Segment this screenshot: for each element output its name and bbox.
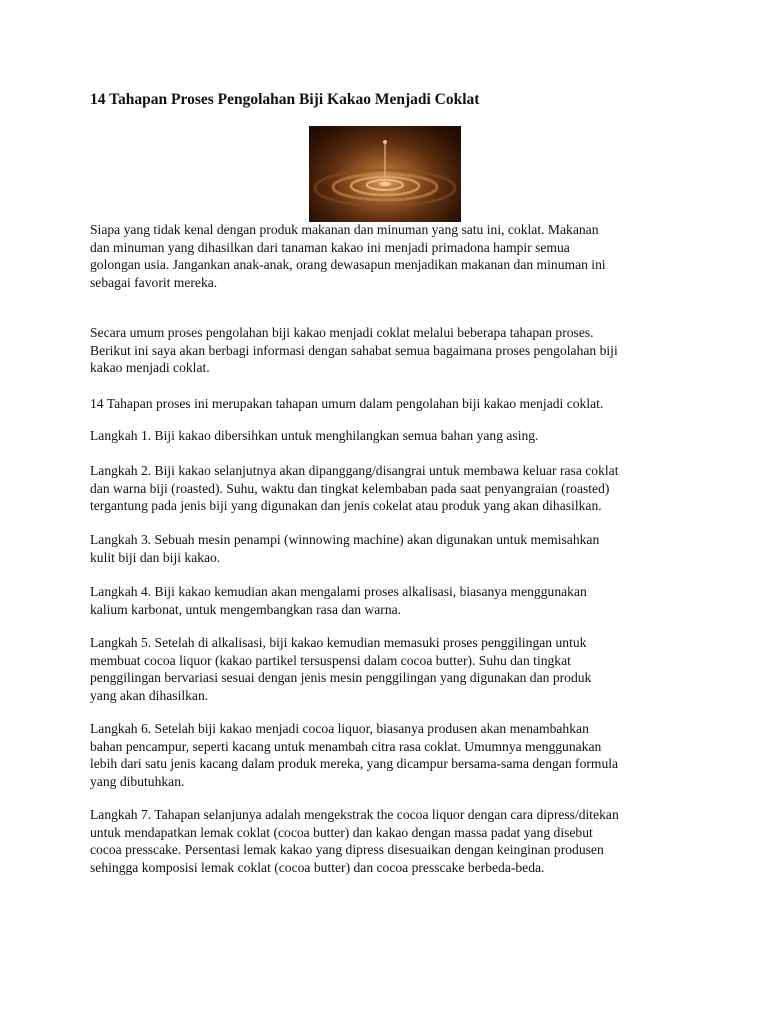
paragraph-line: yang akan dihasilkan. <box>90 687 209 703</box>
paragraph-line: sebagai favorit mereka. <box>90 274 218 290</box>
paragraph-line: Berikut ini saya akan berbagi informasi dengan sahabat semua bagaimana proses pengolahan biji <box>90 342 618 358</box>
step-3 <box>90 531 690 566</box>
page-title: 14 Tahapan Proses Pengolahan Biji Kakao Menjadi Coklat <box>90 91 480 108</box>
step-6 <box>90 720 690 790</box>
paragraph-line: dan minuman yang dihasilkan dari tanaman kakao ini menjadi primadona hampir semua <box>90 239 570 255</box>
paragraph-line: Langkah 3. Sebuah mesin penampi (winnowing machine) akan digunakan untuk memisahkan <box>90 532 600 547</box>
paragraph-line: kalium karbonat, untuk mengembangkan rasa dan warna. <box>90 601 402 617</box>
paragraph-line: Langkah 7. Tahapan selanjunya adalah mengekstrak the cocoa liquor dengan cara dipress/ditekan <box>90 807 619 822</box>
paragraph-line: tergantung pada jenis biji yang digunakan dan jenis cokelat atau produk yang akan dihasilkan. <box>90 498 602 514</box>
step-1 <box>90 427 690 445</box>
paragraph-overview <box>90 324 690 377</box>
paragraph-line: kulit biji dan biji kakao. <box>90 549 221 565</box>
step-7 <box>90 806 690 876</box>
paragraph-line: untuk mendapatkan lemak coklat (cocoa butter) dan kakao dengan massa padat yang disebut <box>90 824 593 840</box>
paragraph-line: penggilingan bervariasi sesuai dengan jenis mesin penggilingan yang digunakan dan produk <box>90 670 592 686</box>
paragraph-summary <box>90 395 690 413</box>
paragraph-line: kakao menjadi coklat. <box>90 360 210 376</box>
paragraph-line: Siapa yang tidak kenal dengan produk makanan dan minuman yang satu ini, coklat. Makanan <box>90 222 599 237</box>
paragraph-intro <box>90 221 690 291</box>
paragraph-line: cocoa presscake. Persentasi lemak kakao yang dipress disesuaikan dengan keinginan produsen <box>90 842 604 858</box>
paragraph-line: Langkah 5. Setelah di alkalisasi, biji kakao kemudian memasuki proses penggilingan untuk <box>90 635 587 650</box>
paragraph-line: Langkah 6. Setelah biji kakao menjadi cocoa liquor, biasanya produsen akan menambahkan <box>90 721 589 736</box>
paragraph-line: Secara umum proses pengolahan biji kakao menjadi coklat melalui beberapa tahapan proses. <box>90 325 594 340</box>
paragraph-line: bahan pencampur, seperti kacang untuk menambah citra rasa coklat. Umumnya menggunakan <box>90 738 602 754</box>
paragraph-line: Langkah 4. Biji kakao kemudian akan mengalami proses alkalisasi, biasanya menggunakan <box>90 584 587 599</box>
ripple-graphic <box>309 126 461 222</box>
paragraph-line: sehingga komposisi lemak coklat (cocoa butter) dan cocoa presscake berbeda-beda. <box>90 859 545 875</box>
paragraph-line: dan warna biji (roasted). Suhu, waktu dan tingkat kelembaban pada saat penyangraian (roasted) <box>90 480 610 496</box>
paragraph-line: golongan usia. Jangankan anak-anak, orang dewasapun menjadikan makanan dan minuman ini <box>90 257 606 273</box>
chocolate-ripple-photo <box>309 126 461 222</box>
paragraph-line: Langkah 2. Biji kakao selanjutnya akan dipanggang/disangrai untuk membawa keluar rasa coklat <box>90 463 619 478</box>
paragraph-line: yang dibutuhkan. <box>90 773 185 789</box>
paragraph-line: lebih dari satu jenis kacang dalam produk mereka, yang dicampur bersama-sama dengan formula <box>90 756 619 772</box>
step-5 <box>90 634 690 704</box>
step-2 <box>90 462 690 515</box>
step-4 <box>90 583 690 618</box>
paragraph-line: Langkah 1. Biji kakao dibersihkan untuk menghilangkan semua bahan yang asing. <box>90 428 539 443</box>
paragraph-line: membuat cocoa liquor (kakao partikel tersuspensi dalam cocoa butter). Suhu dan tingkat <box>90 652 571 668</box>
paragraph-line: 14 Tahapan proses ini merupakan tahapan umum dalam pengolahan biji kakao menjadi coklat. <box>90 396 604 411</box>
